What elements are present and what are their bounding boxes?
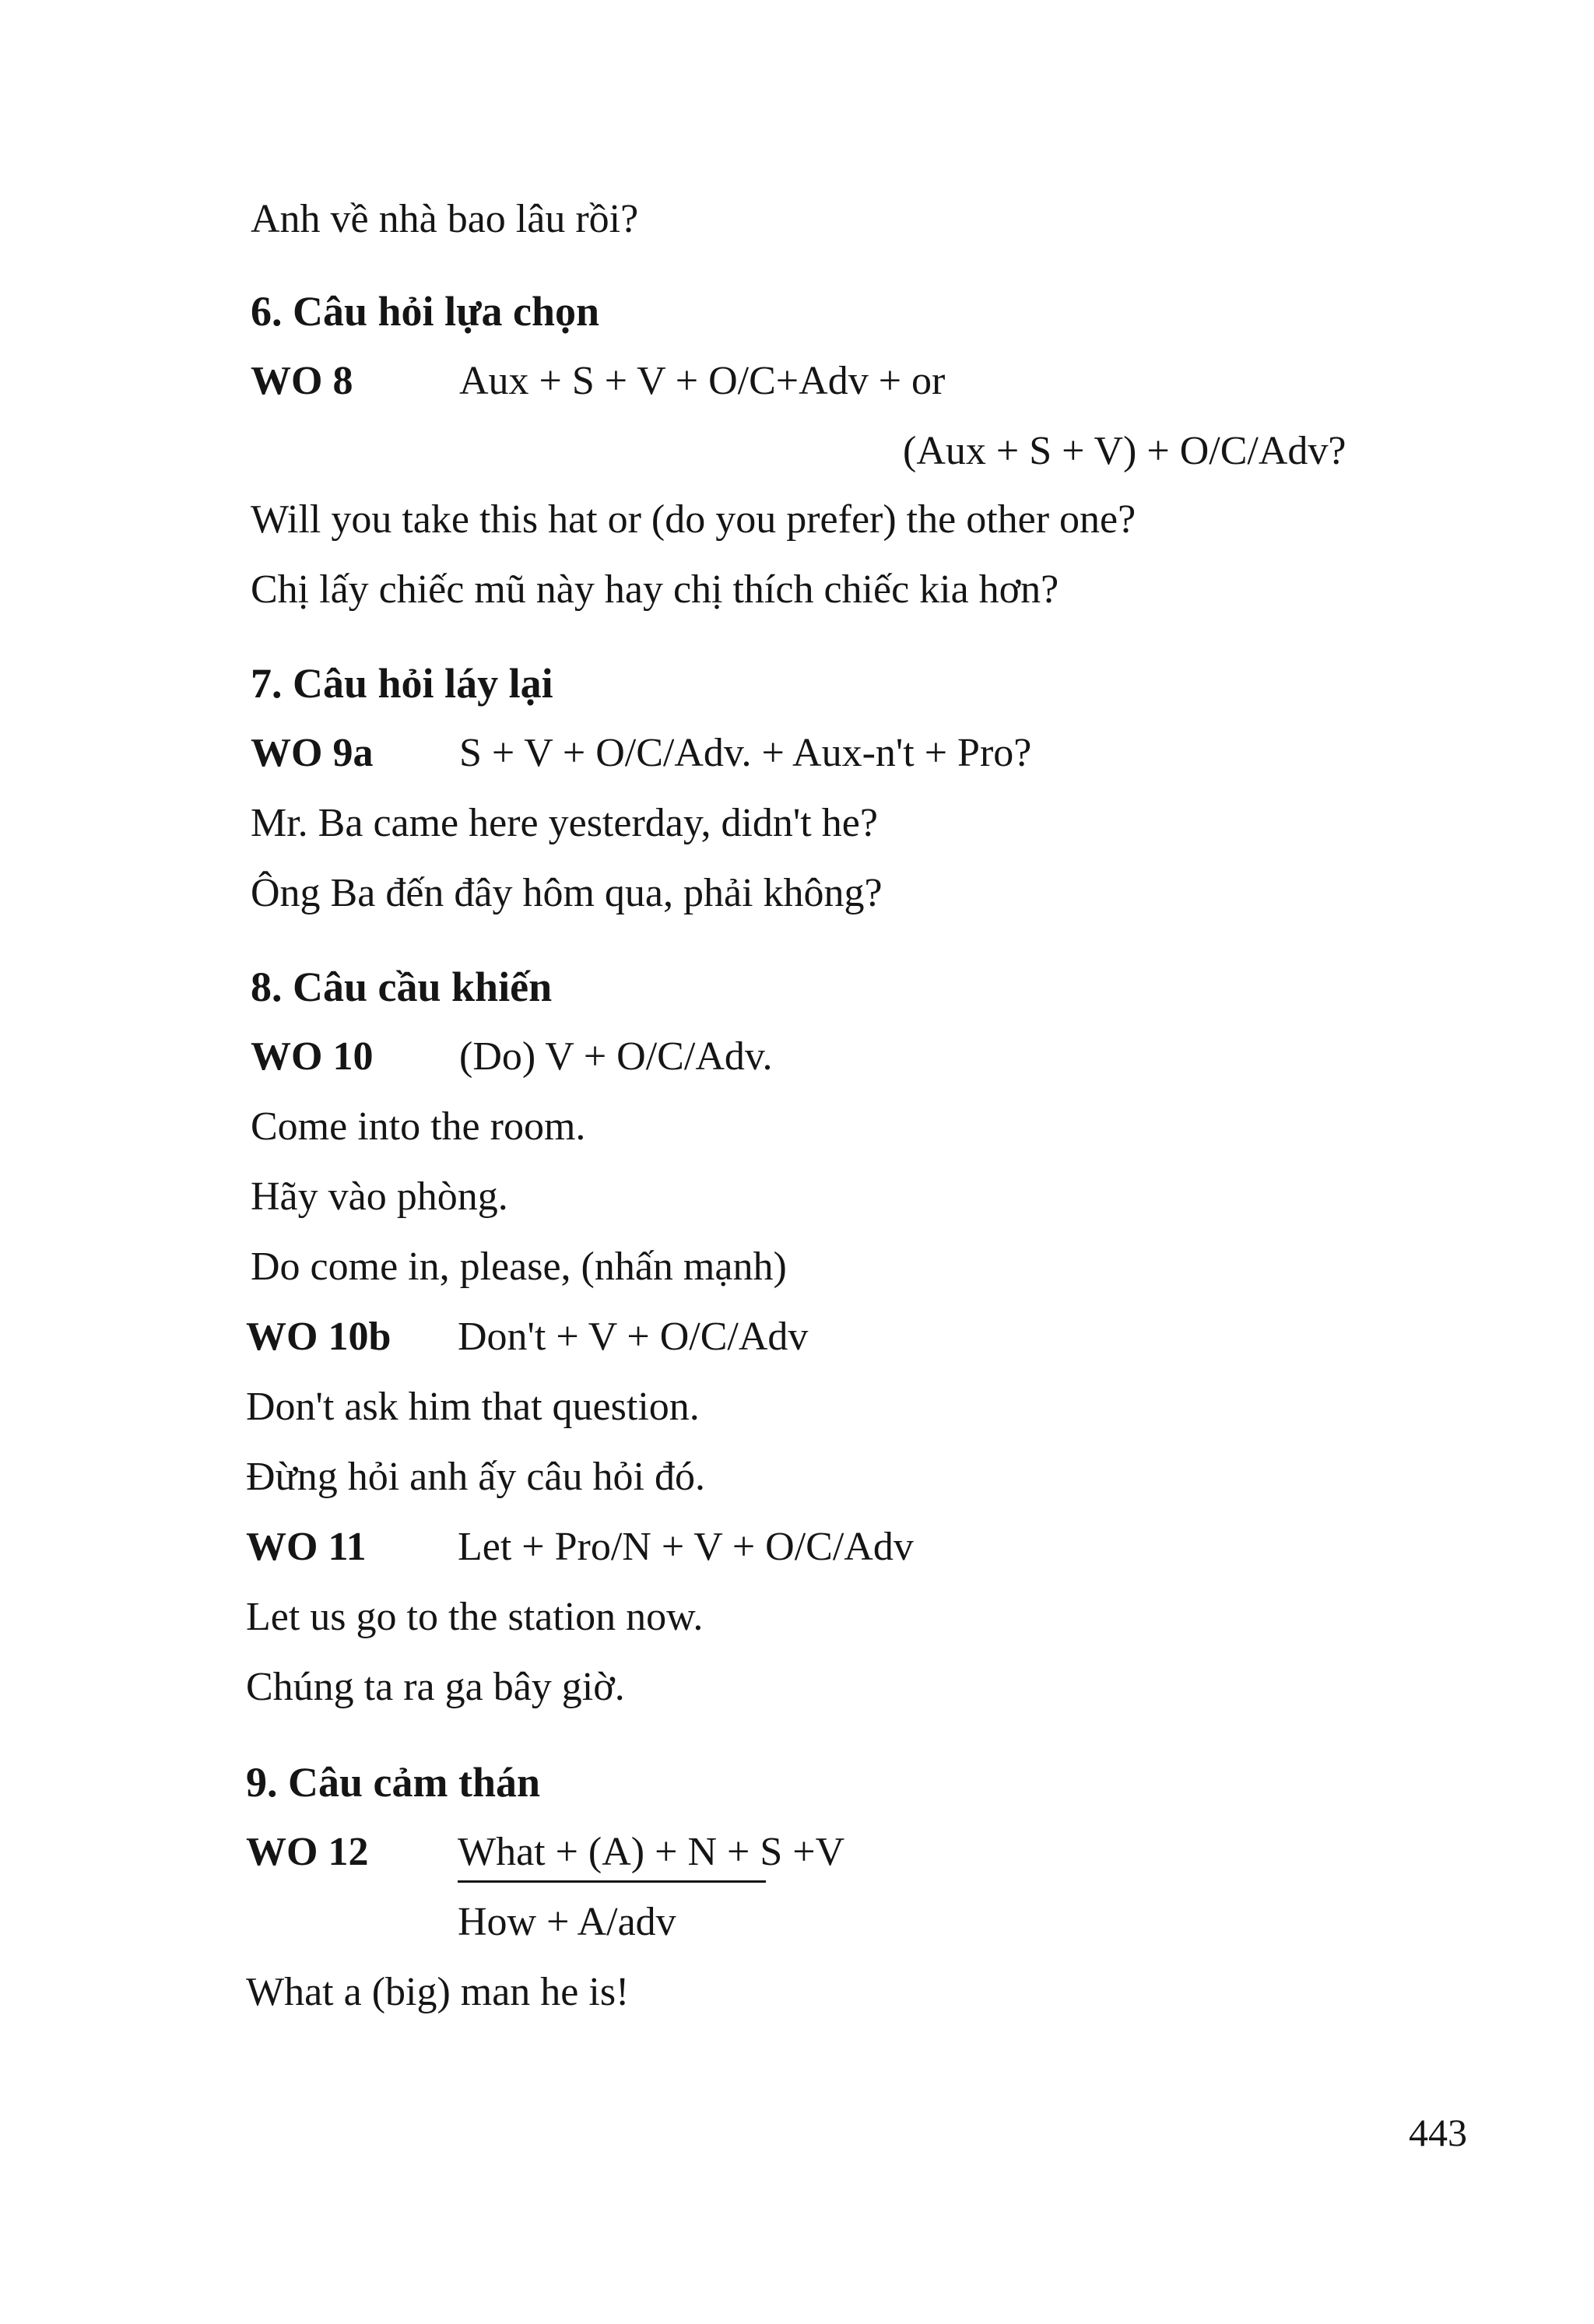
wo12-formula-top [458, 1829, 844, 1876]
wo12-example-english: What a (big) man he is! [246, 1970, 630, 2014]
wo12-fraction-bar [458, 1880, 766, 1883]
section-9-heading: 9. Câu cảm thán [246, 1759, 541, 1806]
wo11-example-english: Let us go to the station now. [246, 1595, 704, 1639]
wo10-example-english: Come into the room. [251, 1104, 586, 1149]
wo12-formula-top-rest: + S +V [717, 1830, 845, 1874]
wo10b-formula: Don't + V + O/C/Adv [458, 1315, 809, 1359]
wo8-formula-line-2: (Aux + S + V) + O/C/Adv? [903, 429, 1346, 473]
wo8-formula-line-1: Aux + S + V + O/C+Adv + or [459, 359, 946, 403]
section-6-heading: 6. Câu hỏi lựa chọn [251, 288, 600, 335]
wo10b-code: WO 10b [246, 1315, 391, 1359]
wo10b-example-english: Don't ask him that question. [246, 1385, 700, 1429]
wo10-code: WO 10 [251, 1034, 374, 1079]
wo12-formula-top-underlined: What + (A) + N [458, 1830, 717, 1874]
wo8-example-vietnamese: Chị lấy chiếc mũ này hay chị thích chiếc kia hơn? [251, 567, 1059, 612]
wo9a-formula: S + V + O/C/Adv. + Aux-n't + Pro? [459, 731, 1032, 775]
wo10-formula: (Do) V + O/C/Adv. [459, 1034, 773, 1079]
page-number: 443 [1409, 2111, 1467, 2154]
wo8-example-english: Will you take this hat or (do you prefer) the other one? [251, 497, 1136, 542]
section-8-heading: 8. Câu cầu khiến [251, 964, 553, 1010]
wo9a-code: WO 9a [251, 731, 374, 775]
wo11-example-vietnamese: Chúng ta ra ga bây giờ. [246, 1665, 625, 1709]
wo8-code: WO 8 [251, 359, 353, 403]
wo10b-example-vietnamese: Đừng hỏi anh ấy câu hỏi đó. [246, 1455, 705, 1499]
wo12-code: WO 12 [246, 1830, 369, 1874]
section-7-heading: 7. Câu hỏi láy lại [251, 660, 553, 707]
wo11-formula: Let + Pro/N + V + O/C/Adv [458, 1525, 914, 1569]
wo9a-example-vietnamese: Ông Ba đến đây hôm qua, phải không? [251, 871, 883, 915]
intro-vietnamese-line: Anh về nhà bao lâu rồi? [251, 197, 639, 241]
wo12-formula-bottom: How + A/adv [458, 1900, 676, 1944]
wo11-code: WO 11 [246, 1525, 367, 1569]
wo9a-example-english: Mr. Ba came here yesterday, didn't he? [251, 801, 878, 845]
wo10-example-vietnamese: Hãy vào phòng. [251, 1174, 508, 1219]
wo10-example-emphasis: Do come in, please, (nhấn mạnh) [251, 1244, 787, 1289]
